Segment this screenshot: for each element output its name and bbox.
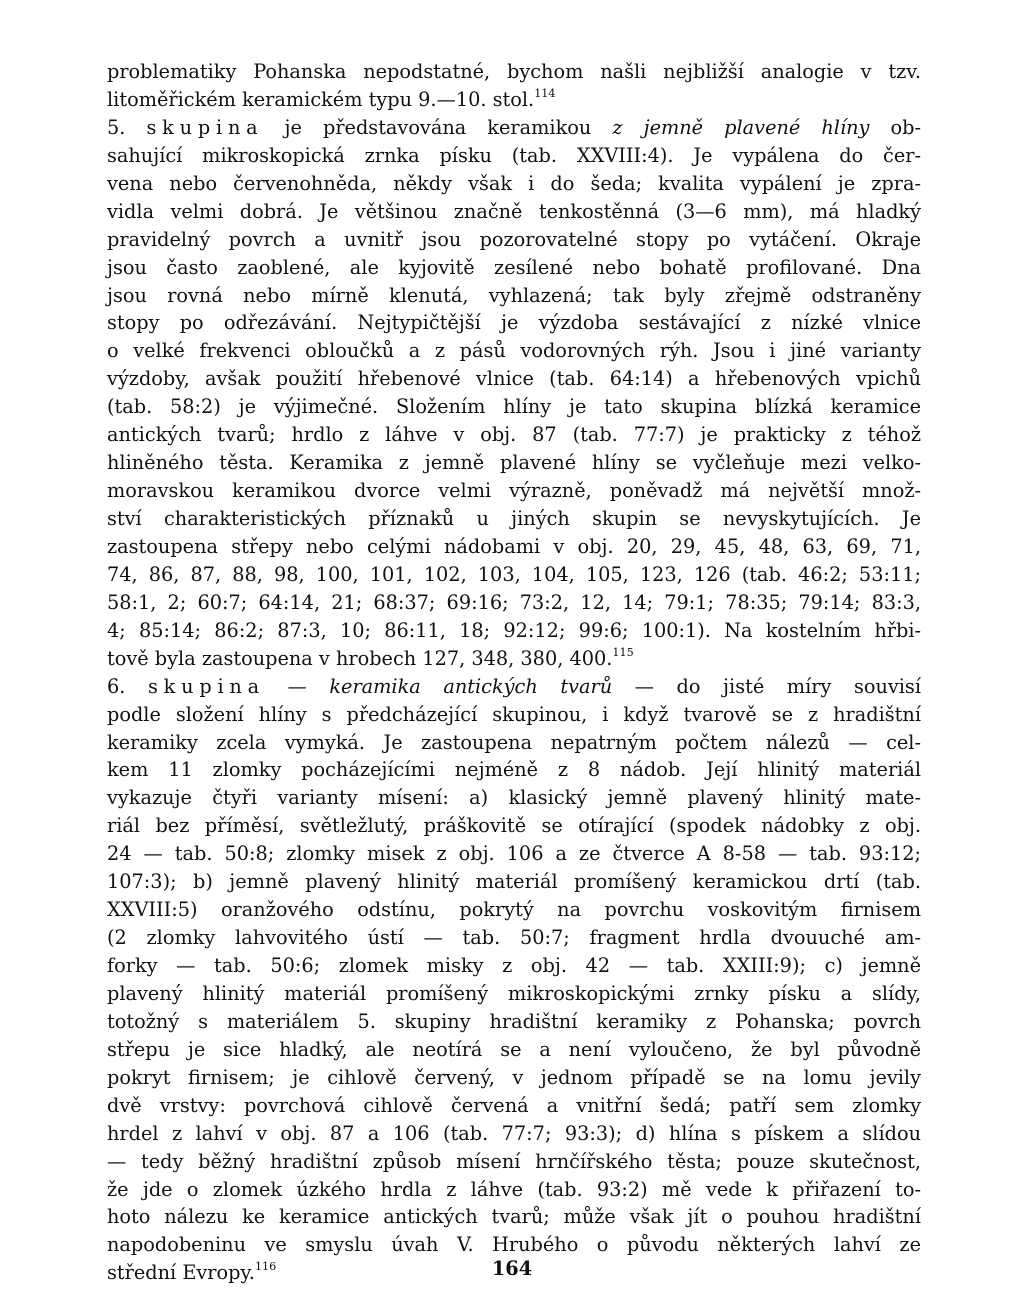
text-line: vykazuje čtyři varianty mísení: a) klasický jemně plavený hlinitý mate- [107, 786, 921, 810]
text-line: že jde o zlomek úzkého hrdla z láhve (tab. 93:2) mě vede k přiřazení to- [107, 1177, 921, 1201]
page-number: 164 [491, 1257, 533, 1280]
text-line: hrdel z lahví v obj. 87 a 106 (tab. 77:7; 93:3); d) hlína s pískem a slídou [107, 1121, 921, 1145]
text-line: keramiky zcela vymyká. Je zastoupena nepatrným počtem nálezů — cel- [107, 730, 921, 754]
paragraph-5-start: 5. skupina je představována keramikou z jemně plavené hlíny ob- [107, 115, 921, 139]
text-line: plavený hlinitý materiál promíšený mikroskopickými zrnky písku a slídy, [107, 981, 921, 1005]
text-line: — tedy běžný hradištní způsob mísení hrnčířského těsta; pouze skutečnost, [107, 1149, 921, 1173]
text-line: jsou často zaoblené, ale kyjovitě zesílené nebo bohatě profilované. Dna [107, 255, 921, 279]
spaced-heading: skupina [146, 115, 264, 139]
paragraph-6-start: 6. skupina — keramika antických tvarů — do jisté míry souvisí [107, 674, 921, 698]
text-line: vidla velmi dobrá. Je většinou značně tenkostěnná (3—6 mm), má hladký [107, 199, 921, 223]
text-line: o velké frekvenci obloučků a z pásů vodorovných rýh. Jsou i jiné varianty [107, 339, 921, 363]
text-line: ství charakteristických příznaků u jiných skupin se nevyskytujících. Je [107, 507, 921, 530]
text-line: moravskou keramikou dvorce velmi výrazně, poněvadž má největší množ- [107, 479, 921, 503]
text-line: podle složení hlíny s předcházející skupinou, i když tvarově se z hradištní [107, 702, 921, 726]
text-line: střepu je sice hladký, ale neotírá se a není vyloučeno, že byl původně [107, 1037, 921, 1061]
footnote-ref: 116 [254, 1260, 277, 1274]
text-line: napodobeninu ve smyslu úvah V. Hrubého o původu některých lahví ze [107, 1233, 921, 1257]
text-line: stopy po odřezávání. Nejtypičtější je výzdoba sestávající z nízké vlnice [107, 311, 921, 335]
text-line: kem 11 zlomky pocházejícími nejméně z 8 nádob. Její hlinitý materiál [107, 758, 921, 782]
text-line: 58:1, 2; 60:7; 64:14, 21; 68:37; 69:16; 73:2, 12, 14; 79:1; 78:35; 79:14; 83:3, [107, 590, 921, 614]
text-line: problematiky Pohanska nepodstatné, bychom našli nejbližší analogie v tzv. [107, 60, 921, 83]
text-line: 107:3); b) jemně plavený hlinitý materiál promíšený keramickou drtí (tab. [107, 870, 921, 894]
text-line: vena nebo červenohněda, někdy však i do šeda; kvalita vypálení je zpra- [107, 171, 921, 195]
emphasis: z jemně plavené hlíny [612, 115, 870, 139]
text-line: hliněného těsta. Keramika z jemně plavené hlíny se vyčleňuje mezi velko- [107, 451, 921, 475]
text-line: jsou rovná nebo mírně klenutá, vyhlazená; tak byly zřejmě odstraněny [107, 283, 921, 307]
text-line: 74, 86, 87, 88, 98, 100, 101, 102, 103, 104, 105, 123, 126 (tab. 46:2; 53:11; [107, 562, 921, 586]
text-line: hoto nálezu ke keramice antických tvarů; může však jít o pouhou hradištní [107, 1205, 921, 1229]
footnote-ref: 115 [612, 645, 634, 659]
text-line: totožný s materiálem 5. skupiny hradištní keramiky z Pohanska; povrch [107, 1009, 921, 1033]
text-line: 24 — tab. 50:8; zlomky misek z obj. 106 a ze čtverce A 8-58 — tab. 93:12; [107, 842, 921, 866]
spaced-heading: skupina [147, 674, 265, 698]
text-line: tově byla zastoupena v hrobech 127, 348, 380, 400.$^{115}$ [107, 645, 634, 670]
emphasis: keramika antických tvarů [329, 674, 613, 698]
footnote-ref: 114 [534, 86, 556, 100]
text-line: zastoupena střepy nebo celými nádobami v obj. 20, 29, 45, 48, 63, 69, 71, [107, 534, 921, 558]
text-line: střední Evropy.$^{116}$ [107, 1260, 277, 1285]
text-line: pokryt firnisem; je cihlově červený, v jednom případě se na lomu jevily [107, 1065, 921, 1089]
text-line: litoměřickém keramickém typu 9.—10. stol.$^{114}$ [107, 86, 556, 111]
text-line: výzdoby, avšak použití hřebenové vlnice (tab. 64:14) a hřebenových vpichů [107, 367, 921, 391]
text-line: riál bez příměsí, světležlutý, práškovitě se otírající (spodek nádobky z obj. [107, 814, 921, 838]
text-line: antických tvarů; hrdlo z láhve v obj. 87 (tab. 77:7) je prakticky z téhož [107, 423, 921, 447]
text-line: sahující mikroskopická zrnka písku (tab. XXVIII:4). Je vypálena do čer- [107, 143, 921, 167]
text-line: 4; 85:14; 86:2; 87:3, 10; 86:11, 18; 92:12; 99:6; 100:1). Na kostelním hřbi- [107, 618, 921, 642]
text-line: pravidelný povrch a uvnitř jsou pozorovatelné stopy po vytáčení. Okraje [107, 227, 921, 251]
text-line: (2 zlomky lahvovitého ústí — tab. 50:7; fragment hrdla dvouuché am- [107, 926, 921, 950]
text-line: forky — tab. 50:6; zlomek misky z obj. 42 — tab. XXIII:9); c) jemně [107, 954, 921, 977]
text-line: (tab. 58:2) je výjimečné. Složením hlíny je tato skupina blízká keramice [107, 395, 921, 419]
page-body [107, 58, 921, 1287]
text-line: XXVIII:5) oranžového odstínu, pokrytý na povrchu voskovitým firnisem [107, 898, 921, 922]
text-line: dvě vrstvy: povrchová cihlově červená a vnitřní šedá; patří sem zlomky [107, 1093, 921, 1117]
